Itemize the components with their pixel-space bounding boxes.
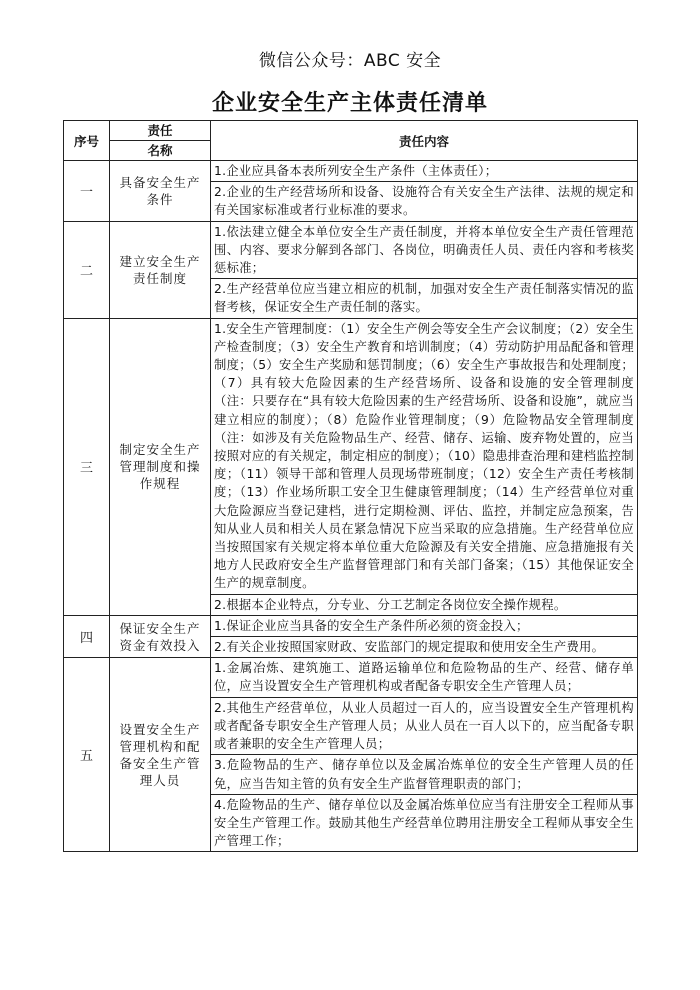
content-item: 2.根据本企业特点，分专业、分工艺制定各岗位安全操作规程。: [214, 597, 567, 612]
content-item: 4.危险物品的生产、储存单位以及金属冶炼单位应当有注册安全工程师从事安全生产管理工作。鼓励其他生产经营单位聘用注册安全工程师从事安全生产管理工作；: [214, 797, 634, 849]
content-item: 3.危险物品的生产、储存单位以及金属冶炼单位的安全生产管理人员的任免，应当告知主管的负有安全生产监督管理职责的部门；: [211, 755, 637, 794]
content-item: 2.其他生产经营单位，从业人员超过一百人的，应当设置安全生产管理机构或者配备专职安全生产管理人员；从业人员在一百人以下的，应当配备专职或者兼职的安全生产管理人员；: [211, 698, 637, 756]
content-item: 1.企业应具备本表所列安全生产条件（主体责任）；: [211, 161, 637, 182]
responsibility-content: [211, 658, 638, 852]
responsibility-name: 制定安全生产管理制度和操作规程: [110, 318, 211, 615]
table-row: [64, 221, 638, 318]
content-item: 2.企业的生产经营场所和设备、设施符合有关安全生产法律、法规的规定和有关国家标准或者行业标准的要求。: [214, 185, 634, 218]
responsibility-content: [211, 221, 638, 318]
row-number: 四: [64, 615, 110, 657]
table-row: [64, 615, 638, 657]
wechat-account-label: 微信公众号：ABC 安全: [258, 51, 442, 71]
row-number: 五: [64, 658, 110, 852]
responsibility-name: 建立安全生产责任制度: [110, 221, 211, 318]
header-name: 名称: [147, 143, 173, 158]
document-title: 企业安全生产主体责任清单: [211, 91, 488, 116]
header-resp: 责任: [110, 121, 210, 141]
responsibility-content: [211, 318, 638, 615]
row-number: 一: [64, 161, 110, 222]
row-number: 三: [64, 318, 110, 615]
table-row: [64, 658, 638, 852]
content-item: 2.有关企业按照国家财政、安监部门的规定提取和使用安全生产费用。: [214, 640, 605, 655]
content-item: 2.生产经营单位应当建立相应的机制，加强对安全生产责任制落实情况的监督考核，保证安全生产责任制的落实。: [214, 282, 634, 315]
table-row: [64, 318, 638, 615]
header-resp-name-cell: [110, 121, 211, 161]
content-item: 1.安全生产管理制度：（1）安全生产例会等安全生产会议制度；（2）安全生产检查制度；（3）安全生产教育和培训制度；（4）劳动防护用品配备和管理制度；（5）安全生产奖励和惩罚制度；（6）安全生产事故报告和处理制度；（7）具有较大危险因素的生产经营场所、设备和设施的安全管理制度（注：只要存在“具有较大危险因素的生产经营场所、设备和设施”，就应当建立相应的制度）；（8）危险作业管理制度；（9）危险物品安全管理制度（注：如涉及有关危险物品生产、经营、储存、运输、废弃物处置的，应当按照对应的有关规定，制定相应的制度）；（10）隐患排查治理和建档监控制度；（11）领导干部和管理人员现场带班制度；（12）安全生产责任考核制度；（13）作业场所职工安全卫生健康管理制度；（14）生产经营单位对重大危险源应当登记建档，进行定期检测、评估、监控，并制定应急预案，告知从业人员和相关人员在紧急情况下应当采取的应急措施。生产经营单位应当按照国家有关规定将本单位重大危险源及有关安全措施、应急措施报有关地方人民政府安全生产监督管理部门和有关部门备案；（15）其他保证安全生产的规章制度。: [211, 319, 637, 595]
responsibility-content: [211, 161, 638, 222]
content-item: 1.保证企业应当具备的安全生产条件所必须的资金投入；: [211, 616, 637, 637]
table-row: [64, 161, 638, 222]
header-no: 序号: [64, 121, 110, 161]
header-content: 责任内容: [211, 121, 638, 161]
responsibility-name: 具备安全生产条件: [110, 161, 211, 222]
table-header-row: [64, 121, 638, 161]
row-number: 二: [64, 221, 110, 318]
responsibility-table: [63, 120, 638, 852]
content-item: 1.金属冶炼、建筑施工、道路运输单位和危险物品的生产、经营、储存单位，应当设置安全生产管理机构或者配备专职安全生产管理人员；: [211, 658, 637, 697]
responsibility-name: 设置安全生产管理机构和配备安全生产管理人员: [110, 658, 211, 852]
responsibility-content: [211, 615, 638, 657]
content-item: 1.依法建立健全本单位安全生产责任制度，并将本单位安全生产责任管理范围、内容、要求分解到各部门、各岗位，明确责任人员、责任内容和考核奖惩标准；: [211, 222, 637, 280]
responsibility-name: 保证安全生产资金有效投入: [110, 615, 211, 657]
